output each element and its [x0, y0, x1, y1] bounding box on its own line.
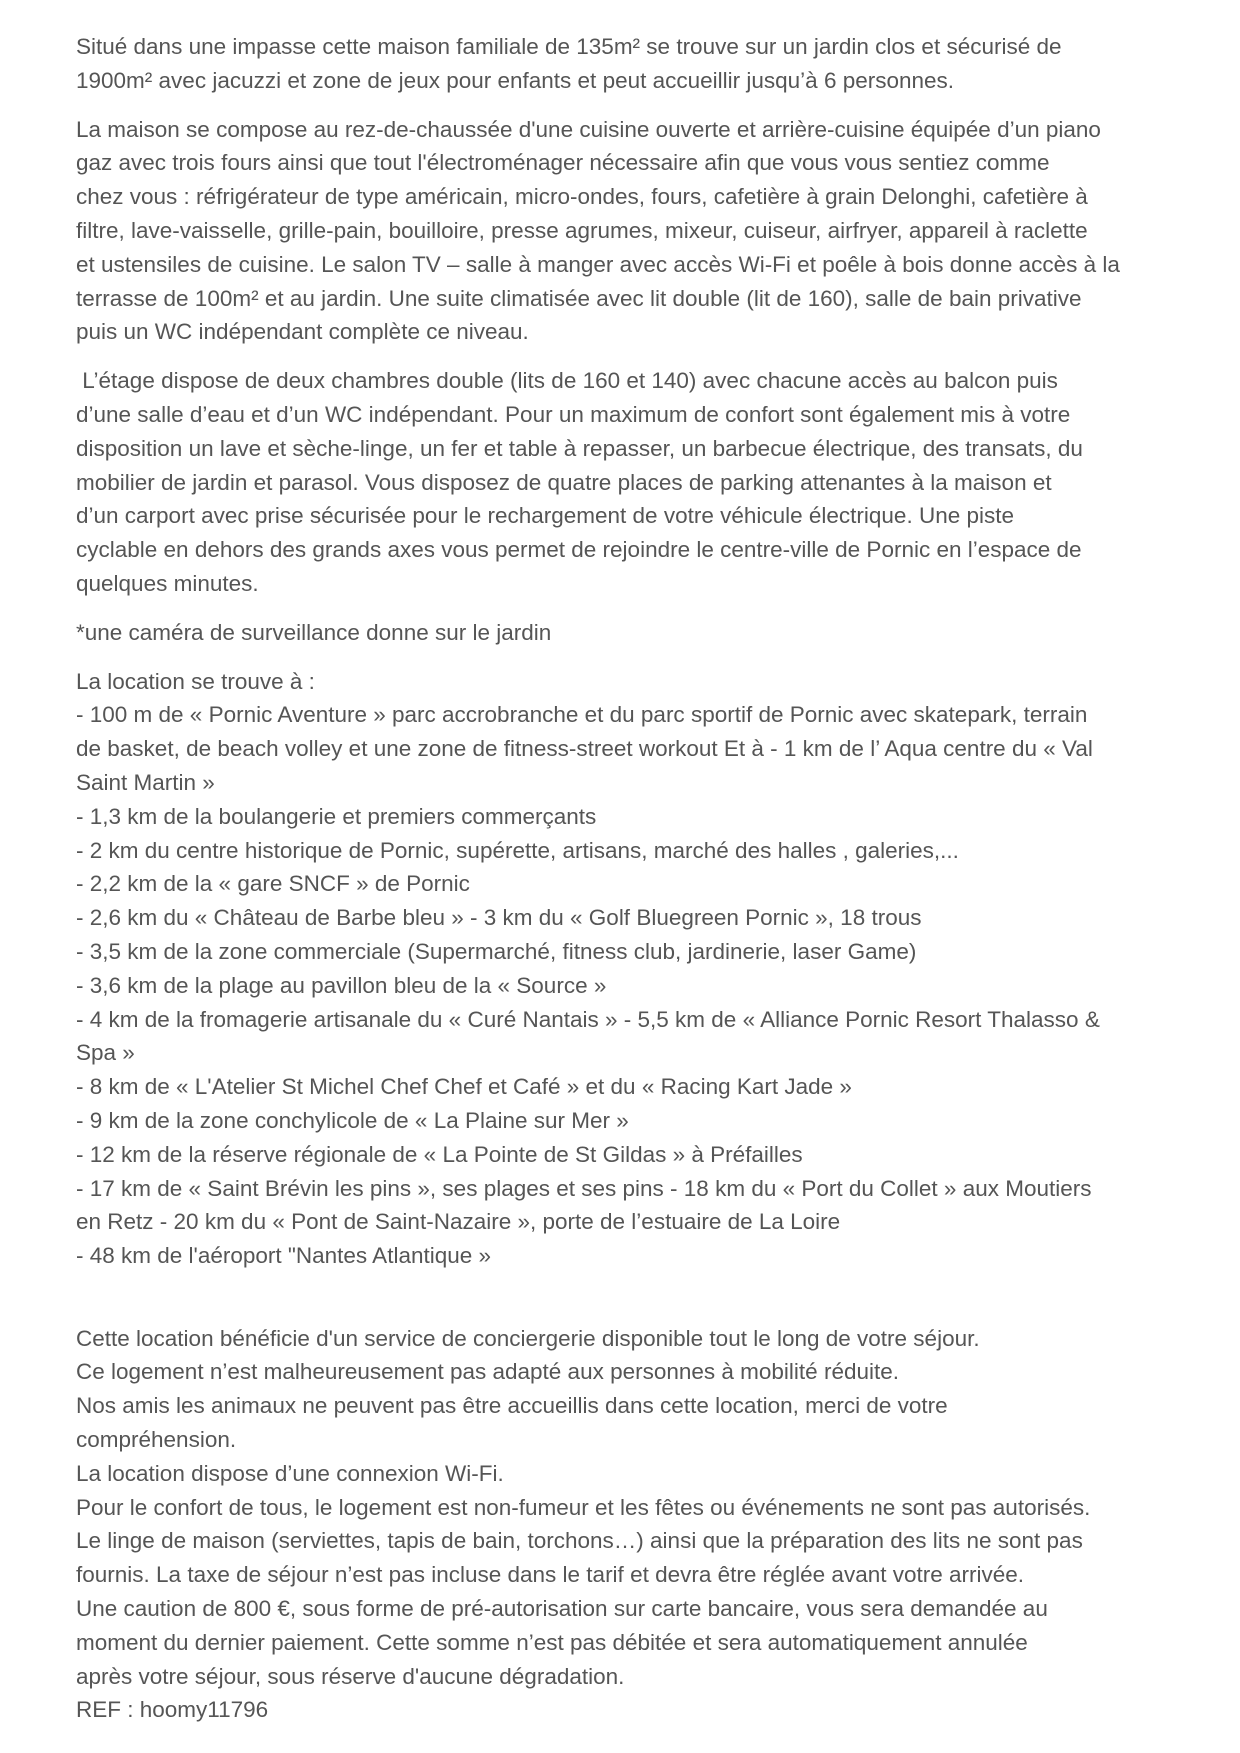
text-line: La location dispose d’une connexion Wi-Fi.	[76, 1460, 504, 1486]
ground-floor-paragraph	[76, 113, 1176, 350]
text-line: Une caution de 800 €, sous forme de pré-autorisation sur carte bancaire, vous sera demandée au	[76, 1596, 1048, 1622]
intro-paragraph	[76, 30, 1176, 98]
text-line: filtre, lave-vaisselle, grille-pain, bouilloire, presse agrumes, mixeur, cuiseur, airfryer, appareil à raclette	[76, 217, 1088, 243]
reference-code: REF : hoomy11796	[76, 1697, 269, 1723]
list-item: - 12 km de la réserve régionale de « La Pointe de St Gildas » à Préfailles	[76, 1141, 803, 1167]
list-item: Spa »	[76, 1040, 135, 1066]
text-line: Situé dans une impasse cette maison familiale de 135m² se trouve sur un jardin clos et sécurisé de	[76, 34, 1062, 59]
text-line: L’étage dispose de deux chambres double (lits de 160 et 140) avec chacune accès au balcon puis	[76, 368, 1058, 394]
list-item: - 4 km de la fromagerie artisanale du « Curé Nantais » - 5,5 km de « Alliance Pornic Resort Thalasso &	[76, 1006, 1100, 1032]
text-line: cyclable en dehors des grands axes vous permet de rejoindre le centre-ville de Pornic en l’espace de	[76, 537, 1082, 563]
list-item: - 2,6 km du « Château de Barbe bleu » - 3 km du « Golf Bluegreen Pornic », 18 trous	[76, 905, 922, 931]
blank-line	[76, 1273, 1176, 1307]
list-heading: La location se trouve à :	[76, 668, 315, 694]
list-item: - 2,2 km de la « gare SNCF » de Pornic	[76, 871, 470, 897]
upstairs-paragraph	[76, 364, 1176, 601]
document-page	[76, 30, 1176, 1742]
text-line: La maison se compose au rez-de-chaussée d'une cuisine ouverte et arrière-cuisine équipée d’un piano	[76, 116, 1101, 142]
text-line: Le linge de maison (serviettes, tapis de bain, torchons…) ainsi que la préparation des lits ne sont pas	[76, 1528, 1083, 1554]
list-item: - 8 km de « L'Atelier St Michel Chef Chef et Café » et du « Racing Kart Jade »	[76, 1074, 852, 1100]
text-line: d’une salle d’eau et d’un WC indépendant. Pour un maximum de confort sont également mis à votre	[76, 401, 1071, 427]
text-line: et ustensiles de cuisine. Le salon TV – salle à manger avec accès Wi-Fi et poêle à bois donne accès à la	[76, 251, 1120, 277]
location-list	[76, 665, 1176, 1307]
text-line: 1900m² avec jacuzzi et zone de jeux pour enfants et peut accueillir jusqu’à 6 personnes.	[76, 67, 955, 93]
list-item: - 1,3 km de la boulangerie et premiers commerçants	[76, 803, 597, 829]
camera-note-paragraph	[76, 616, 1176, 650]
text-line: gaz avec trois fours ainsi que tout l'électroménager nécessaire afin que vous vous sentiez comme	[76, 150, 1050, 176]
conditions-paragraph	[76, 1322, 1176, 1728]
text-line: disposition un lave et sèche-linge, un fer et table à repasser, un barbecue électrique, des transats, du	[76, 435, 1083, 461]
list-item: - 3,6 km de la plage au pavillon bleu de la « Source »	[76, 972, 607, 998]
text-line: après votre séjour, sous réserve d'aucune dégradation.	[76, 1663, 625, 1689]
text-line: puis un WC indépendant complète ce niveau.	[76, 319, 529, 345]
list-item: - 48 km de l'aéroport "Nantes Atlantique »	[76, 1243, 492, 1269]
text-line: Pour le confort de tous, le logement est non-fumeur et les fêtes ou événements ne sont pas autorisés.	[76, 1494, 1091, 1520]
text-line: moment du dernier paiement. Cette somme n’est pas débitée et sera automatiquement annulée	[76, 1629, 1028, 1655]
text-line: d’un carport avec prise sécurisée pour le rechargement de votre véhicule électrique. Une piste	[76, 503, 1015, 529]
text-line: terrasse de 100m² et au jardin. Une suite climatisée avec lit double (lit de 160), salle de bain privative	[76, 285, 1082, 311]
text-line: Nos amis les animaux ne peuvent pas être accueillis dans cette location, merci de votre	[76, 1393, 948, 1419]
text-line: mobilier de jardin et parasol. Vous disposez de quatre places de parking attenantes à la maison et	[76, 469, 1052, 495]
list-item: - 2 km du centre historique de Pornic, supérette, artisans, marché des halles , galeries,...	[76, 837, 959, 863]
text-line: Ce logement n’est malheureusement pas adapté aux personnes à mobilité réduite.	[76, 1359, 899, 1385]
text-line: Cette location bénéficie d'un service de conciergerie disponible tout le long de votre séjour.	[76, 1325, 980, 1351]
list-item: - 100 m de « Pornic Aventure » parc accrobranche et du parc sportif de Pornic avec skatepark, terrain	[76, 702, 1088, 728]
list-item: - 17 km de « Saint Brévin les pins », ses plages et ses pins - 18 km du « Port du Collet » aux Moutiers	[76, 1175, 1092, 1201]
list-item: - 3,5 km de la zone commerciale (Supermarché, fitness club, jardinerie, laser Game)	[76, 938, 917, 964]
text-line: chez vous : réfrigérateur de type américain, micro-ondes, fours, cafetière à grain Delonghi, cafetière à	[76, 184, 1088, 210]
text-line: *une caméra de surveillance donne sur le jardin	[76, 619, 552, 645]
text-line: quelques minutes.	[76, 570, 259, 596]
list-item: Saint Martin »	[76, 769, 215, 795]
list-item: de basket, de beach volley et une zone de fitness-street workout Et à - 1 km de l’ Aqua centre du « Val	[76, 736, 1093, 762]
list-item: - 9 km de la zone conchylicole de « La Plaine sur Mer »	[76, 1107, 629, 1133]
text-line: compréhension.	[76, 1427, 237, 1453]
list-item: en Retz - 20 km du « Pont de Saint-Nazaire », porte de l’estuaire de La Loire	[76, 1209, 841, 1235]
text-line: fournis. La taxe de séjour n’est pas incluse dans le tarif et devra être réglée avant votre arrivée.	[76, 1562, 1025, 1588]
